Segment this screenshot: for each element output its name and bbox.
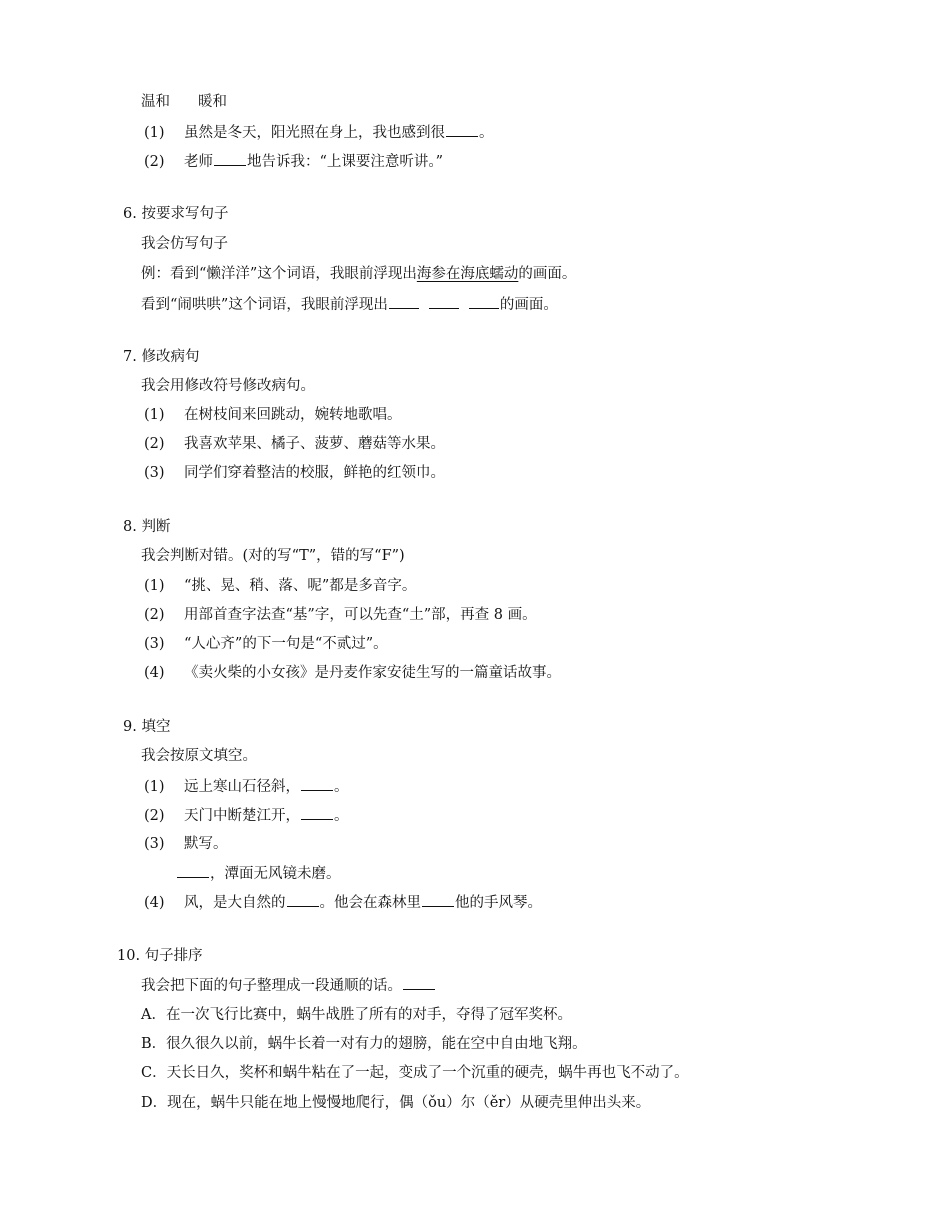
- question-row: [144, 405, 402, 425]
- example-underlined: 海参在海底蠕动: [416, 266, 519, 282]
- option-label: A．: [141, 1007, 166, 1023]
- answer-blank[interactable]: [389, 294, 419, 309]
- section-instruction: 我会仿写句子: [141, 236, 228, 252]
- answer-blank[interactable]: [287, 892, 319, 907]
- question-text: “人心齐”的下一句是“不贰过”。: [184, 636, 388, 652]
- question-text: 在树枝间来回跳动，婉转地歌唱。: [184, 407, 402, 423]
- question-text: 默写。: [184, 836, 228, 852]
- option-row: [141, 1093, 650, 1113]
- option-label: B．: [141, 1036, 167, 1052]
- question-text-tail: 。: [334, 808, 349, 824]
- question-text-tail: 地告诉我：“上课要注意听讲。”: [247, 154, 444, 170]
- option-text: 现在，蜗牛只能在地上慢慢地爬行，偶（ǒu）尔（ěr）从硬壳里伸出头来。: [167, 1095, 651, 1111]
- answer-blank[interactable]: [446, 122, 478, 137]
- question-number: (1): [144, 578, 165, 594]
- question-text: 风，是大自然的: [184, 895, 286, 911]
- question-number: (3): [144, 836, 165, 852]
- word-option-1: 温和: [141, 94, 170, 110]
- question-row: [144, 892, 542, 913]
- section-title: 6. 按要求写句子: [123, 206, 229, 222]
- example-text: 例：看到“懒洋洋”这个词语，我眼前浮现出: [141, 266, 417, 282]
- question-row: [144, 434, 445, 454]
- question-number: (2): [144, 154, 165, 170]
- question-number: (3): [144, 465, 165, 481]
- question-number: (4): [144, 895, 165, 911]
- question-row: [144, 663, 561, 683]
- instruction-text: 我会把下面的句子整理成一段通顺的话。: [141, 978, 402, 994]
- option-text: 很久很久以前，蜗牛长着一对有力的翅膀，能在空中自由地飞翔。: [166, 1036, 587, 1052]
- question-text: 虽然是冬天，阳光照在身上，我也感到很: [184, 125, 445, 141]
- question-number: (1): [144, 125, 165, 141]
- section-instruction: 我会按原文填空。: [141, 748, 257, 764]
- section-instruction: 我会判断对错。(对的写“T”，错的写“F”): [141, 548, 405, 564]
- question-text: 天门中断楚江开，: [184, 808, 300, 824]
- question-text-tail: 。: [479, 125, 494, 141]
- answer-blank[interactable]: [177, 863, 209, 878]
- question-row: [144, 776, 349, 797]
- question-text-tail: 他的手风琴。: [455, 895, 542, 911]
- task-text-tail: 的画面。: [499, 297, 558, 313]
- example-sentence: [141, 264, 576, 284]
- answer-blank[interactable]: [422, 892, 454, 907]
- question-number: (1): [144, 779, 165, 795]
- example-text-tail: 的画面。: [518, 266, 577, 282]
- answer-blank[interactable]: [214, 151, 246, 166]
- question-text-tail: ，潭面无风镜未磨。: [210, 866, 341, 882]
- question-row: [144, 805, 349, 826]
- task-sentence: [141, 294, 558, 315]
- question-text: 我喜欢苹果、橘子、菠萝、蘑菇等水果。: [184, 436, 445, 452]
- option-text: 天长日久，奖杯和蜗牛粘在了一起，变成了一个沉重的硬壳，蜗牛再也飞不动了。: [166, 1065, 689, 1081]
- question-text: 《卖火柴的小女孩》是丹麦作家安徒生写的一篇童话故事。: [184, 665, 561, 681]
- section-instruction: 我会用修改符号修改病句。: [141, 378, 315, 394]
- question-number: (2): [144, 808, 165, 824]
- question-text: “挑、晃、稍、落、呢”都是多音字。: [184, 578, 417, 594]
- task-text: 看到“闹哄哄”这个词语，我眼前浮现出: [141, 297, 388, 313]
- question-text-tail: 。: [334, 779, 349, 795]
- answer-blank[interactable]: [301, 776, 333, 791]
- question-row: [144, 834, 228, 854]
- question-row: [144, 463, 445, 483]
- answer-blank[interactable]: [301, 805, 333, 820]
- question-number: (2): [144, 436, 165, 452]
- word-options: [141, 92, 227, 112]
- option-row: [141, 1005, 572, 1025]
- answer-blank[interactable]: [469, 294, 499, 309]
- word-option-2: 暖和: [198, 94, 227, 110]
- option-row: [141, 1063, 689, 1083]
- question-text-middle: 。他会在森林里: [319, 895, 421, 911]
- question-row: [144, 605, 537, 625]
- question-number: (2): [144, 607, 165, 623]
- option-label: C．: [141, 1065, 167, 1081]
- question-number: (4): [144, 665, 165, 681]
- answer-blank[interactable]: [403, 975, 435, 990]
- question-number: (1): [144, 407, 165, 423]
- section-title: 8. 判断: [123, 519, 171, 535]
- question-text: 老师: [184, 154, 213, 170]
- option-row: [141, 1034, 587, 1054]
- question-row: [144, 576, 416, 596]
- section-title: 10. 句子排序: [117, 948, 203, 964]
- question-row: [144, 634, 388, 654]
- question-text: 同学们穿着整洁的校服，鲜艳的红领巾。: [184, 465, 445, 481]
- question-subline: [176, 863, 341, 884]
- answer-blank[interactable]: [429, 294, 459, 309]
- question-text: 远上寒山石径斜，: [184, 779, 300, 795]
- option-text: 在一次飞行比赛中，蜗牛战胜了所有的对手，夺得了冠军奖杯。: [165, 1007, 572, 1023]
- question-row: [144, 122, 494, 143]
- question-number: (3): [144, 636, 165, 652]
- section-title: 7. 修改病句: [123, 349, 200, 365]
- section-instruction: [141, 975, 436, 996]
- option-label: D．: [141, 1095, 168, 1111]
- question-text: 用部首查字法查“基”字，可以先查“土”部，再查 8 画。: [184, 607, 537, 623]
- question-row: [144, 151, 443, 172]
- section-title: 9. 填空: [123, 719, 171, 735]
